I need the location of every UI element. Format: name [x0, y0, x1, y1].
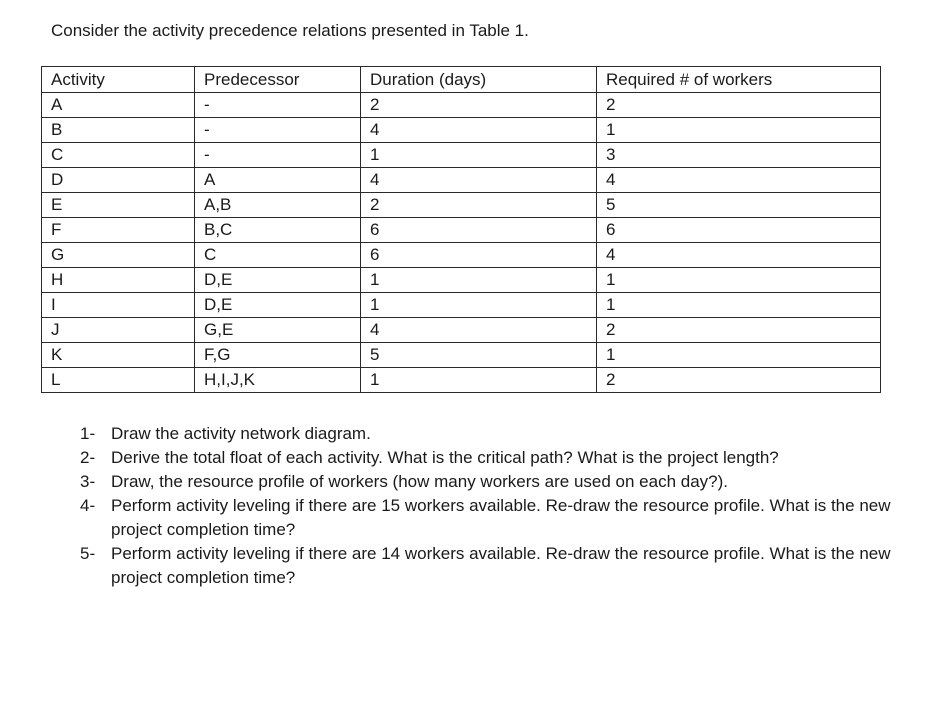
- cell-predecessor: H,I,J,K: [195, 368, 361, 393]
- question-text: Perform activity leveling if there are 14 workers available. Re-draw the resource profile. What is the new project completion time?: [111, 544, 891, 587]
- cell-workers: 1: [597, 268, 881, 293]
- cell-workers: 2: [597, 93, 881, 118]
- question-text: Draw, the resource profile of workers (how many workers are used on each day?).: [111, 472, 728, 491]
- table-row: [42, 168, 881, 193]
- cell-activity: D: [42, 168, 195, 193]
- cell-workers: 3: [597, 143, 881, 168]
- question-item: [80, 422, 900, 446]
- cell-duration: 6: [361, 218, 597, 243]
- cell-activity: H: [42, 268, 195, 293]
- cell-workers: 2: [597, 318, 881, 343]
- cell-duration: 5: [361, 343, 597, 368]
- question-number: 4-: [80, 496, 96, 515]
- intro-text: Consider the activity precedence relations presented in Table 1.: [51, 21, 529, 40]
- cell-activity: K: [42, 343, 195, 368]
- cell-predecessor: -: [195, 118, 361, 143]
- cell-activity: E: [42, 193, 195, 218]
- cell-workers: 5: [597, 193, 881, 218]
- cell-duration: 4: [361, 168, 597, 193]
- cell-activity: B: [42, 118, 195, 143]
- cell-predecessor: A,B: [195, 193, 361, 218]
- table-header-row: [42, 67, 881, 93]
- cell-workers: 2: [597, 368, 881, 393]
- cell-predecessor: G,E: [195, 318, 361, 343]
- cell-predecessor: -: [195, 93, 361, 118]
- cell-activity: C: [42, 143, 195, 168]
- cell-predecessor: C: [195, 243, 361, 268]
- question-number: 5-: [80, 544, 96, 563]
- cell-activity: I: [42, 293, 195, 318]
- cell-predecessor: D,E: [195, 293, 361, 318]
- question-number: 3-: [80, 472, 96, 491]
- cell-duration: 1: [361, 268, 597, 293]
- question-number: 2-: [80, 448, 96, 467]
- question-item: [80, 494, 900, 542]
- table-row: [42, 343, 881, 368]
- cell-duration: 2: [361, 93, 597, 118]
- question-number: 1-: [80, 424, 96, 443]
- cell-predecessor: A: [195, 168, 361, 193]
- cell-predecessor: F,G: [195, 343, 361, 368]
- cell-activity: F: [42, 218, 195, 243]
- cell-duration: 4: [361, 118, 597, 143]
- activity-table: [41, 66, 881, 393]
- question-item: [80, 470, 900, 494]
- cell-duration: 6: [361, 243, 597, 268]
- cell-activity: J: [42, 318, 195, 343]
- question-list: [80, 422, 900, 590]
- header-activity: Activity: [42, 67, 195, 93]
- header-duration: Duration (days): [361, 67, 597, 93]
- cell-duration: 2: [361, 193, 597, 218]
- table-row: [42, 218, 881, 243]
- table-row: [42, 293, 881, 318]
- table-row: [42, 268, 881, 293]
- cell-duration: 1: [361, 368, 597, 393]
- cell-workers: 6: [597, 218, 881, 243]
- table-row: [42, 368, 881, 393]
- question-item: [80, 446, 900, 470]
- cell-predecessor: D,E: [195, 268, 361, 293]
- cell-activity: A: [42, 93, 195, 118]
- header-workers: Required # of workers: [597, 67, 881, 93]
- question-text: Derive the total float of each activity. What is the critical path? What is the project length?: [111, 448, 779, 467]
- cell-activity: L: [42, 368, 195, 393]
- cell-predecessor: B,C: [195, 218, 361, 243]
- cell-workers: 1: [597, 118, 881, 143]
- cell-workers: 4: [597, 168, 881, 193]
- question-text: Perform activity leveling if there are 15 workers available. Re-draw the resource profile. What is the new project completion time?: [111, 496, 891, 539]
- cell-workers: 1: [597, 293, 881, 318]
- cell-activity: G: [42, 243, 195, 268]
- header-predecessor: Predecessor: [195, 67, 361, 93]
- table-row: [42, 93, 881, 118]
- cell-duration: 4: [361, 318, 597, 343]
- cell-workers: 1: [597, 343, 881, 368]
- cell-predecessor: -: [195, 143, 361, 168]
- table-row: [42, 118, 881, 143]
- table-row: [42, 243, 881, 268]
- question-item: [80, 542, 900, 590]
- cell-duration: 1: [361, 143, 597, 168]
- table-row: [42, 193, 881, 218]
- cell-duration: 1: [361, 293, 597, 318]
- table-row: [42, 318, 881, 343]
- table-row: [42, 143, 881, 168]
- cell-workers: 4: [597, 243, 881, 268]
- question-text: Draw the activity network diagram.: [111, 424, 371, 443]
